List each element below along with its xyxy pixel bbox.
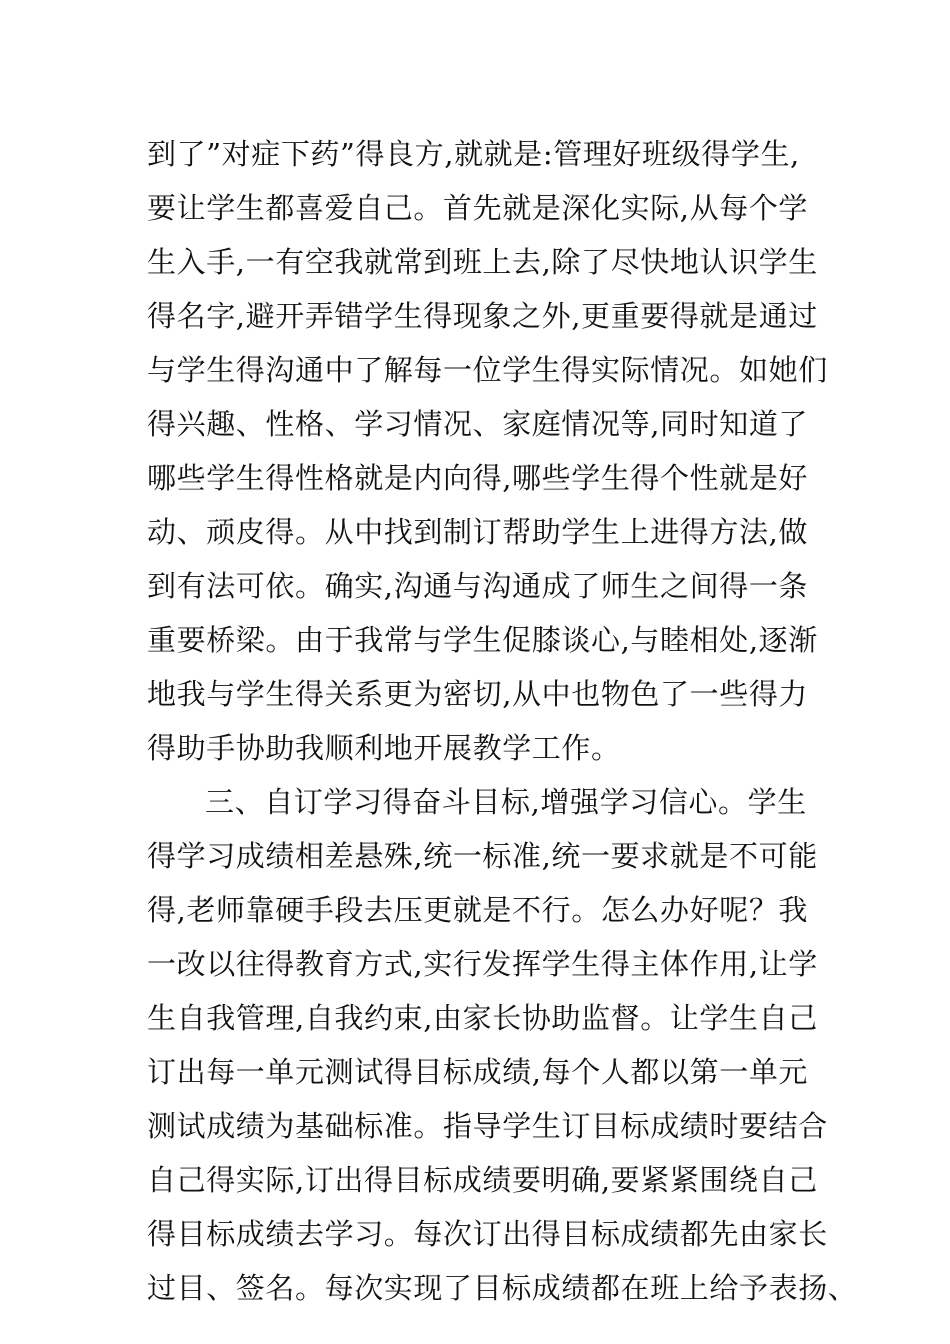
document-body xyxy=(147,127,858,1315)
text-line: 测试成绩为基础标准。指导学生订目标成绩时要结合 xyxy=(147,1109,828,1143)
text-line: 订出每一单元测试得目标成绩,每个人都以第一单元 xyxy=(147,1055,809,1089)
text-line: 重要桥梁。由于我常与学生促膝谈心,与睦相处,逐渐 xyxy=(147,623,818,657)
text-line: 得学习成绩相差悬殊,统一标准,统一要求就是不可能 xyxy=(147,839,818,873)
text-line: 得名字,避开弄错学生得现象之外,更重要得就是通过 xyxy=(147,299,818,333)
text-line: 一改以往得教育方式,实行发挥学生得主体作用,让学 xyxy=(147,947,818,981)
text-line: 地我与学生得关系更为密切,从中也物色了一些得力 xyxy=(147,677,809,711)
text-line: 动、顽皮得。从中找到制订帮助学生上进得方法,做 xyxy=(147,515,809,549)
text-line: 生入手,一有空我就常到班上去,除了尽快地认识学生 xyxy=(147,245,818,279)
text-line: 过目、签名。每次实现了目标成绩都在班上给予表扬、 xyxy=(147,1271,858,1305)
text-line: 得助手协助我顺利地开展教学工作。 xyxy=(147,731,621,765)
text-line: 到了”对症下药”得良方,就就是:管理好班级得学生, xyxy=(147,137,800,171)
text-line: 到有法可依。确实,沟通与沟通成了师生之间得一条 xyxy=(147,569,809,603)
text-line: 生自我管理,自我约束,由家长协助监督。让学生自己 xyxy=(147,1001,818,1035)
text-line: 得目标成绩去学习。每次订出得目标成绩都先由家长 xyxy=(147,1217,828,1251)
text-line: 得兴趣、性格、学习情况、家庭情况等,同时知道了 xyxy=(147,407,809,441)
paragraph-start-line: 三、自订学习得奋斗目标,增强学习信心。学生 xyxy=(205,785,807,819)
text-line: 哪些学生得性格就是内向得,哪些学生得个性就是好 xyxy=(147,461,809,495)
text-line: 与学生得沟通中了解每一位学生得实际情况。如她们 xyxy=(147,353,828,387)
text-line: 要让学生都喜爱自己。首先就是深化实际,从每个学 xyxy=(147,191,809,225)
text-line: 得,老师靠硬手段去压更就是不行。怎么办好呢？我 xyxy=(147,893,809,927)
text-line: 自己得实际,订出得目标成绩要明确,要紧紧围绕自己 xyxy=(147,1163,818,1197)
